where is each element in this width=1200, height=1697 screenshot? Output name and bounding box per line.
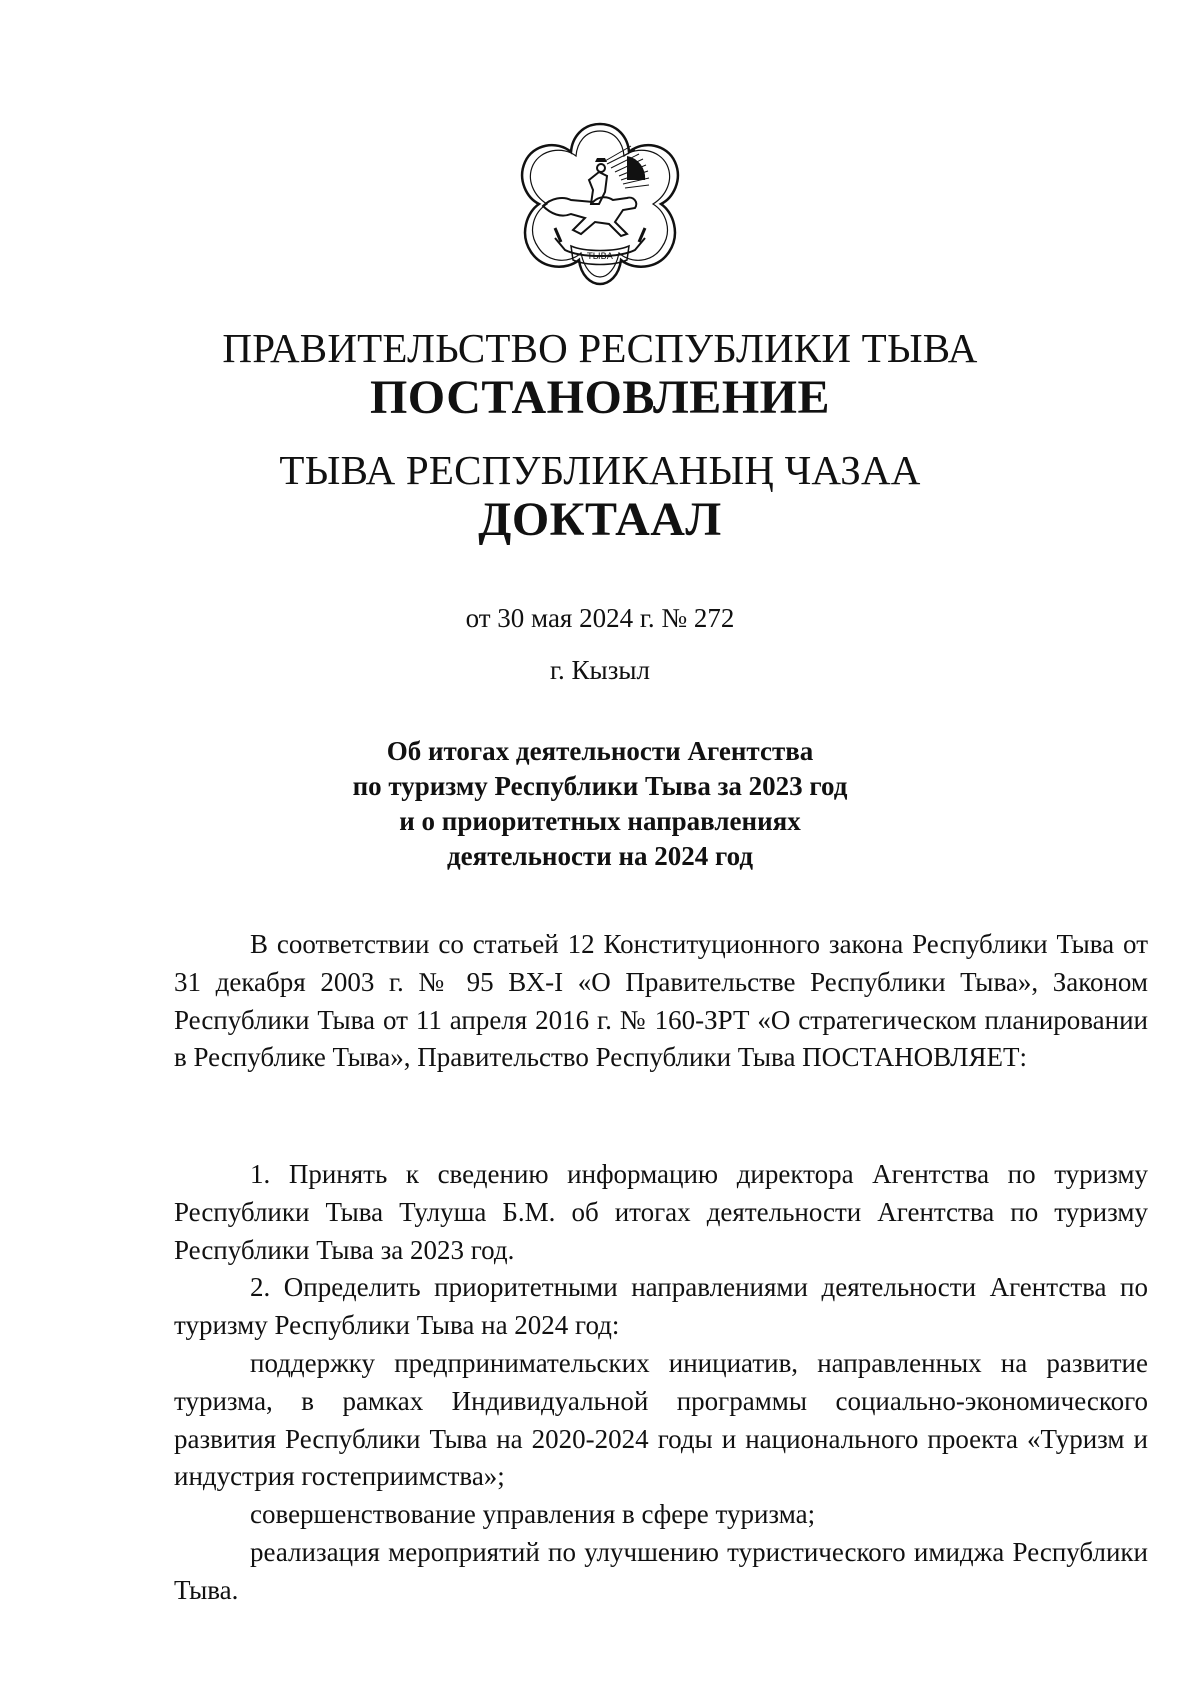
item-paragraph: 2. Определить приоритетными направлениями деятельности Агентства по туризму Республики Тыва на 2024 год:: [174, 1272, 1148, 1341]
item-paragraph: совершенствование управления в сфере туризма;: [250, 1499, 816, 1530]
item-paragraph: 1. Принять к сведению информацию директора Агентства по туризму Республики Тыва Тулуша Б.М. об итогах деятельности Агентства по туризму Республики Тыва за 2023 год.: [174, 1159, 1148, 1265]
title-line: по туризму Республики Тыва за 2023 год: [352, 771, 848, 801]
item-paragraph: поддержку предпринимательских инициатив, направленных на развитие туризма, в рамках Индивидуальной программы социально-экономического развития Республики Тыва на 2020-2024 годы и национального проекта «Туризм и индустрия гостеприимства»;: [174, 1347, 1148, 1492]
government-name-tyv: ТЫВА РЕСПУБЛИКАНЫҢ ЧАЗАА: [279, 447, 921, 493]
tuva-coat-of-arms-icon: [515, 118, 685, 288]
date-and-number: от 30 мая 2024 г. № 272: [465, 603, 735, 633]
title-line: деятельности на 2024 год: [446, 841, 754, 871]
preamble-section: [174, 926, 1148, 1077]
resolution-items: [174, 1156, 1148, 1610]
title-line: и о приоритетных направлениях: [399, 806, 801, 836]
svg-text:ТЫВА: ТЫВА: [587, 252, 613, 262]
document-title: [0, 734, 1200, 874]
city: г. Кызыл: [550, 655, 650, 685]
preamble-paragraph: В соответствии со статьей 12 Конституционного закона Республики Тыва от 31 декабря 2003 г. № 95 ВХ-I «О Правительстве Республики Тыва», Законом Республики Тыва от 11 апреля 2016 г. № 160-ЗРТ «О стратегическом планировании в Республике Тыва», Правительство Республики Тыва ПОСТАНОВЛЯЕТ:: [174, 929, 1148, 1073]
item-paragraph: реализация мероприятий по улучшению туристического имиджа Республики Тыва.: [174, 1536, 1148, 1605]
document-type-tyv: ДОКТААЛ: [478, 493, 722, 546]
government-name-ru: ПРАВИТЕЛЬСТВО РЕСПУБЛИКИ ТЫВА: [222, 325, 978, 371]
title-line: Об итогах деятельности Агентства: [386, 736, 814, 766]
document-type-ru: ПОСТАНОВЛЕНИЕ: [369, 371, 831, 424]
